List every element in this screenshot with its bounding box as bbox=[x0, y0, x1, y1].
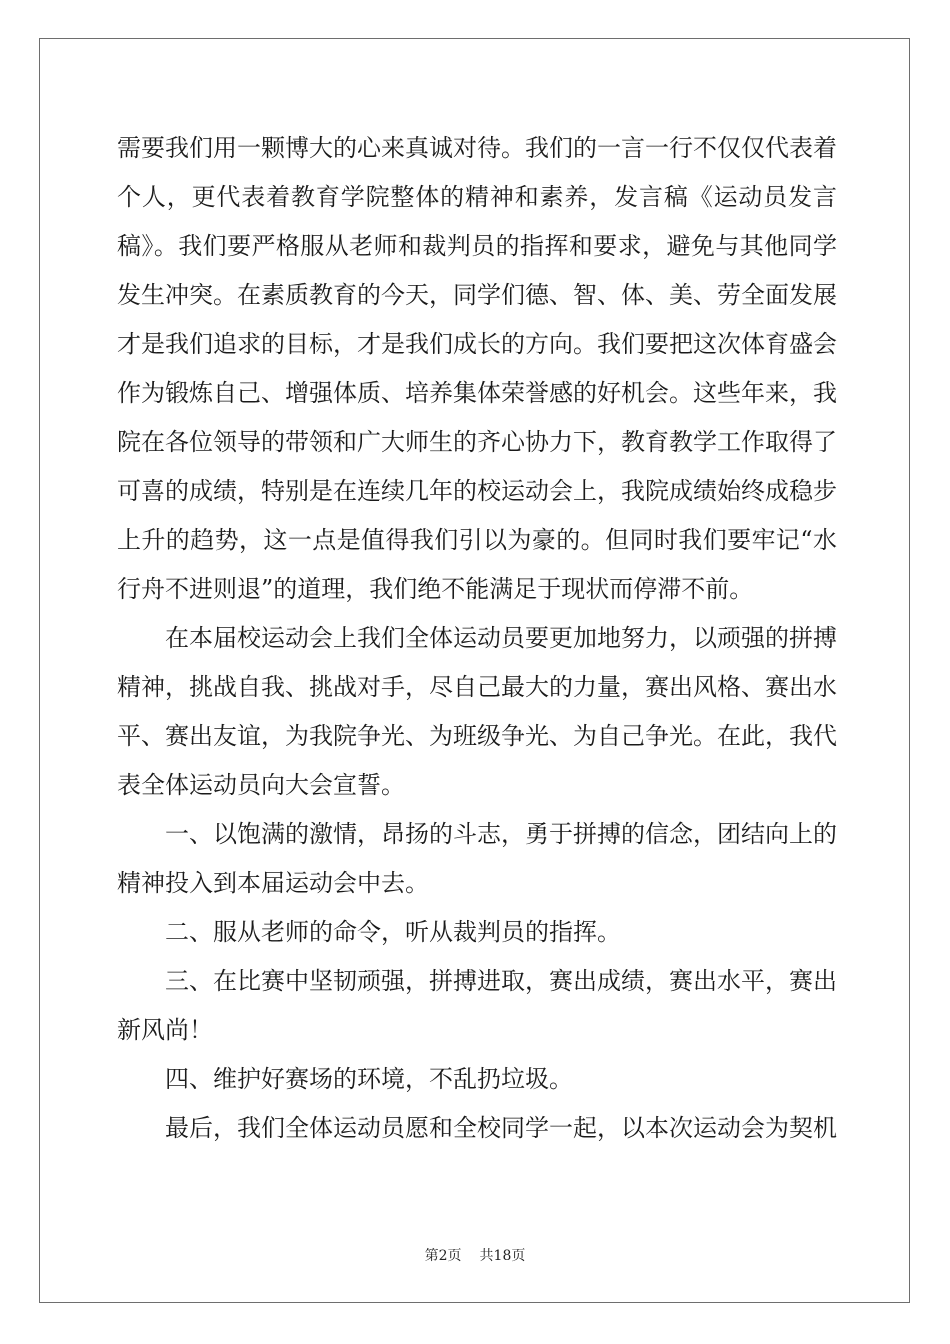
text-line: 新风尚！ bbox=[117, 1016, 213, 1044]
document-body bbox=[117, 124, 837, 1153]
text-line: 个人，更代表着教育学院整体的精神和素养，发言稿《运动员发言 bbox=[117, 183, 837, 211]
text-line: 上升的趋势，这一点是值得我们引以为豪的。但同时我们要牢记“水 bbox=[117, 526, 837, 554]
text-line: 二、服从老师的命令，听从裁判员的指挥。 bbox=[165, 918, 621, 946]
text-line: 表全体运动员向大会宣誓。 bbox=[117, 771, 405, 799]
text-line: 作为锻炼自己、增强体质、培养集体荣誉感的好机会。这些年来，我 bbox=[117, 379, 837, 407]
page-number: 第2页 bbox=[424, 1248, 462, 1264]
text-line: 才是我们追求的目标，才是我们成长的方向。我们要把这次体育盛会 bbox=[117, 330, 837, 358]
text-line: 在本届校运动会上我们全体运动员要更加地努力，以顽强的拼搏 bbox=[165, 624, 837, 652]
text-line: 院在各位领导的带领和广大师生的齐心协力下，教育教学工作取得了 bbox=[117, 428, 837, 456]
text-line: 平、赛出友谊，为我院争光、为班级争光、为自己争光。在此，我代 bbox=[117, 722, 837, 750]
page-footer bbox=[0, 1246, 950, 1266]
text-line: 三、在比赛中坚韧顽强，拼搏进取，赛出成绩，赛出水平，赛出 bbox=[165, 967, 837, 995]
text-line: 可喜的成绩，特别是在连续几年的校运动会上，我院成绩始终成稳步 bbox=[117, 477, 837, 505]
text-line: 行舟不进则退”的道理，我们绝不能满足于现状而停滞不前。 bbox=[117, 575, 754, 603]
text-line: 需要我们用一颗博大的心来真诚对待。我们的一言一行不仅仅代表着 bbox=[117, 134, 837, 162]
text-line: 四、维护好赛场的环境，不乱扔垃圾。 bbox=[165, 1065, 573, 1093]
text-line: 稿》。我们要严格服从老师和裁判员的指挥和要求，避免与其他同学 bbox=[117, 232, 837, 260]
text-line: 精神，挑战自我、挑战对手，尽自己最大的力量，赛出风格、赛出水 bbox=[117, 673, 837, 701]
text-line: 一、以饱满的激情，昂扬的斗志，勇于拼搏的信念，团结向上的 bbox=[165, 820, 837, 848]
page-count: 共18页 bbox=[479, 1248, 526, 1264]
text-line: 最后，我们全体运动员愿和全校同学一起，以本次运动会为契机 bbox=[165, 1114, 837, 1142]
text-line: 发生冲突。在素质教育的今天，同学们德、智、体、美、劳全面发展 bbox=[117, 281, 837, 309]
text-line: 精神投入到本届运动会中去。 bbox=[117, 869, 429, 897]
